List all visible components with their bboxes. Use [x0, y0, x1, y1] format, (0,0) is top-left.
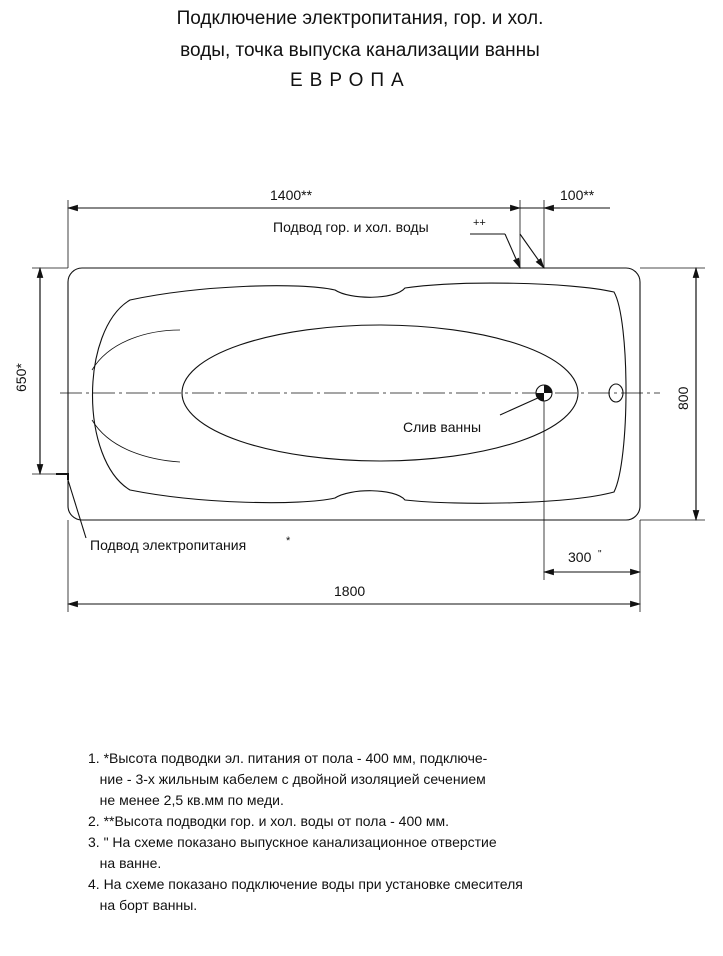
dim-label-650: 650* — [13, 363, 29, 392]
note-line: 2. **Высота подводки гор. и хол. воды от пола - 400 мм. — [88, 813, 450, 829]
notes — [88, 748, 688, 916]
dim-label-300-mark: " — [598, 549, 602, 560]
water-supply-mark: ++ — [473, 217, 486, 229]
note-line: 4. На схеме показано подключение воды при установке смесителя — [88, 876, 523, 892]
dim-label-1800: 1800 — [334, 583, 366, 599]
drain-label: Слив ванны — [403, 419, 482, 435]
note-line: 3. " На схеме показано выпускное канализационное отверстие — [88, 834, 497, 850]
note-line: на ванне. — [88, 855, 162, 871]
title-line-2: воды, точка выпуска канализации ванны — [180, 40, 540, 61]
title-line-1: Подключение электропитания, гор. и хол. — [176, 8, 544, 29]
note-line: не менее 2,5 кв.мм по меди. — [88, 792, 284, 808]
power-supply-mark: * — [286, 535, 291, 547]
note-line: на борт ванны. — [88, 897, 198, 913]
note-line: ние - 3-х жильным кабелем с двойной изоляцией сечением — [88, 771, 486, 787]
power-supply-label: Подвод электропитания — [90, 537, 247, 553]
title-line-3: ЕВРОПА — [290, 70, 411, 91]
dim-label-100: 100** — [560, 187, 595, 203]
note-line: 1. *Высота подводки эл. питания от пола - 400 мм, подключе- — [88, 750, 488, 766]
water-supply-label: Подвод гор. и хол. воды — [273, 219, 429, 235]
dim-label-1400: 1400** — [270, 187, 313, 203]
dim-label-800: 800 — [675, 386, 691, 410]
dim-label-300: 300 — [568, 549, 592, 565]
tub-outline — [68, 268, 640, 520]
